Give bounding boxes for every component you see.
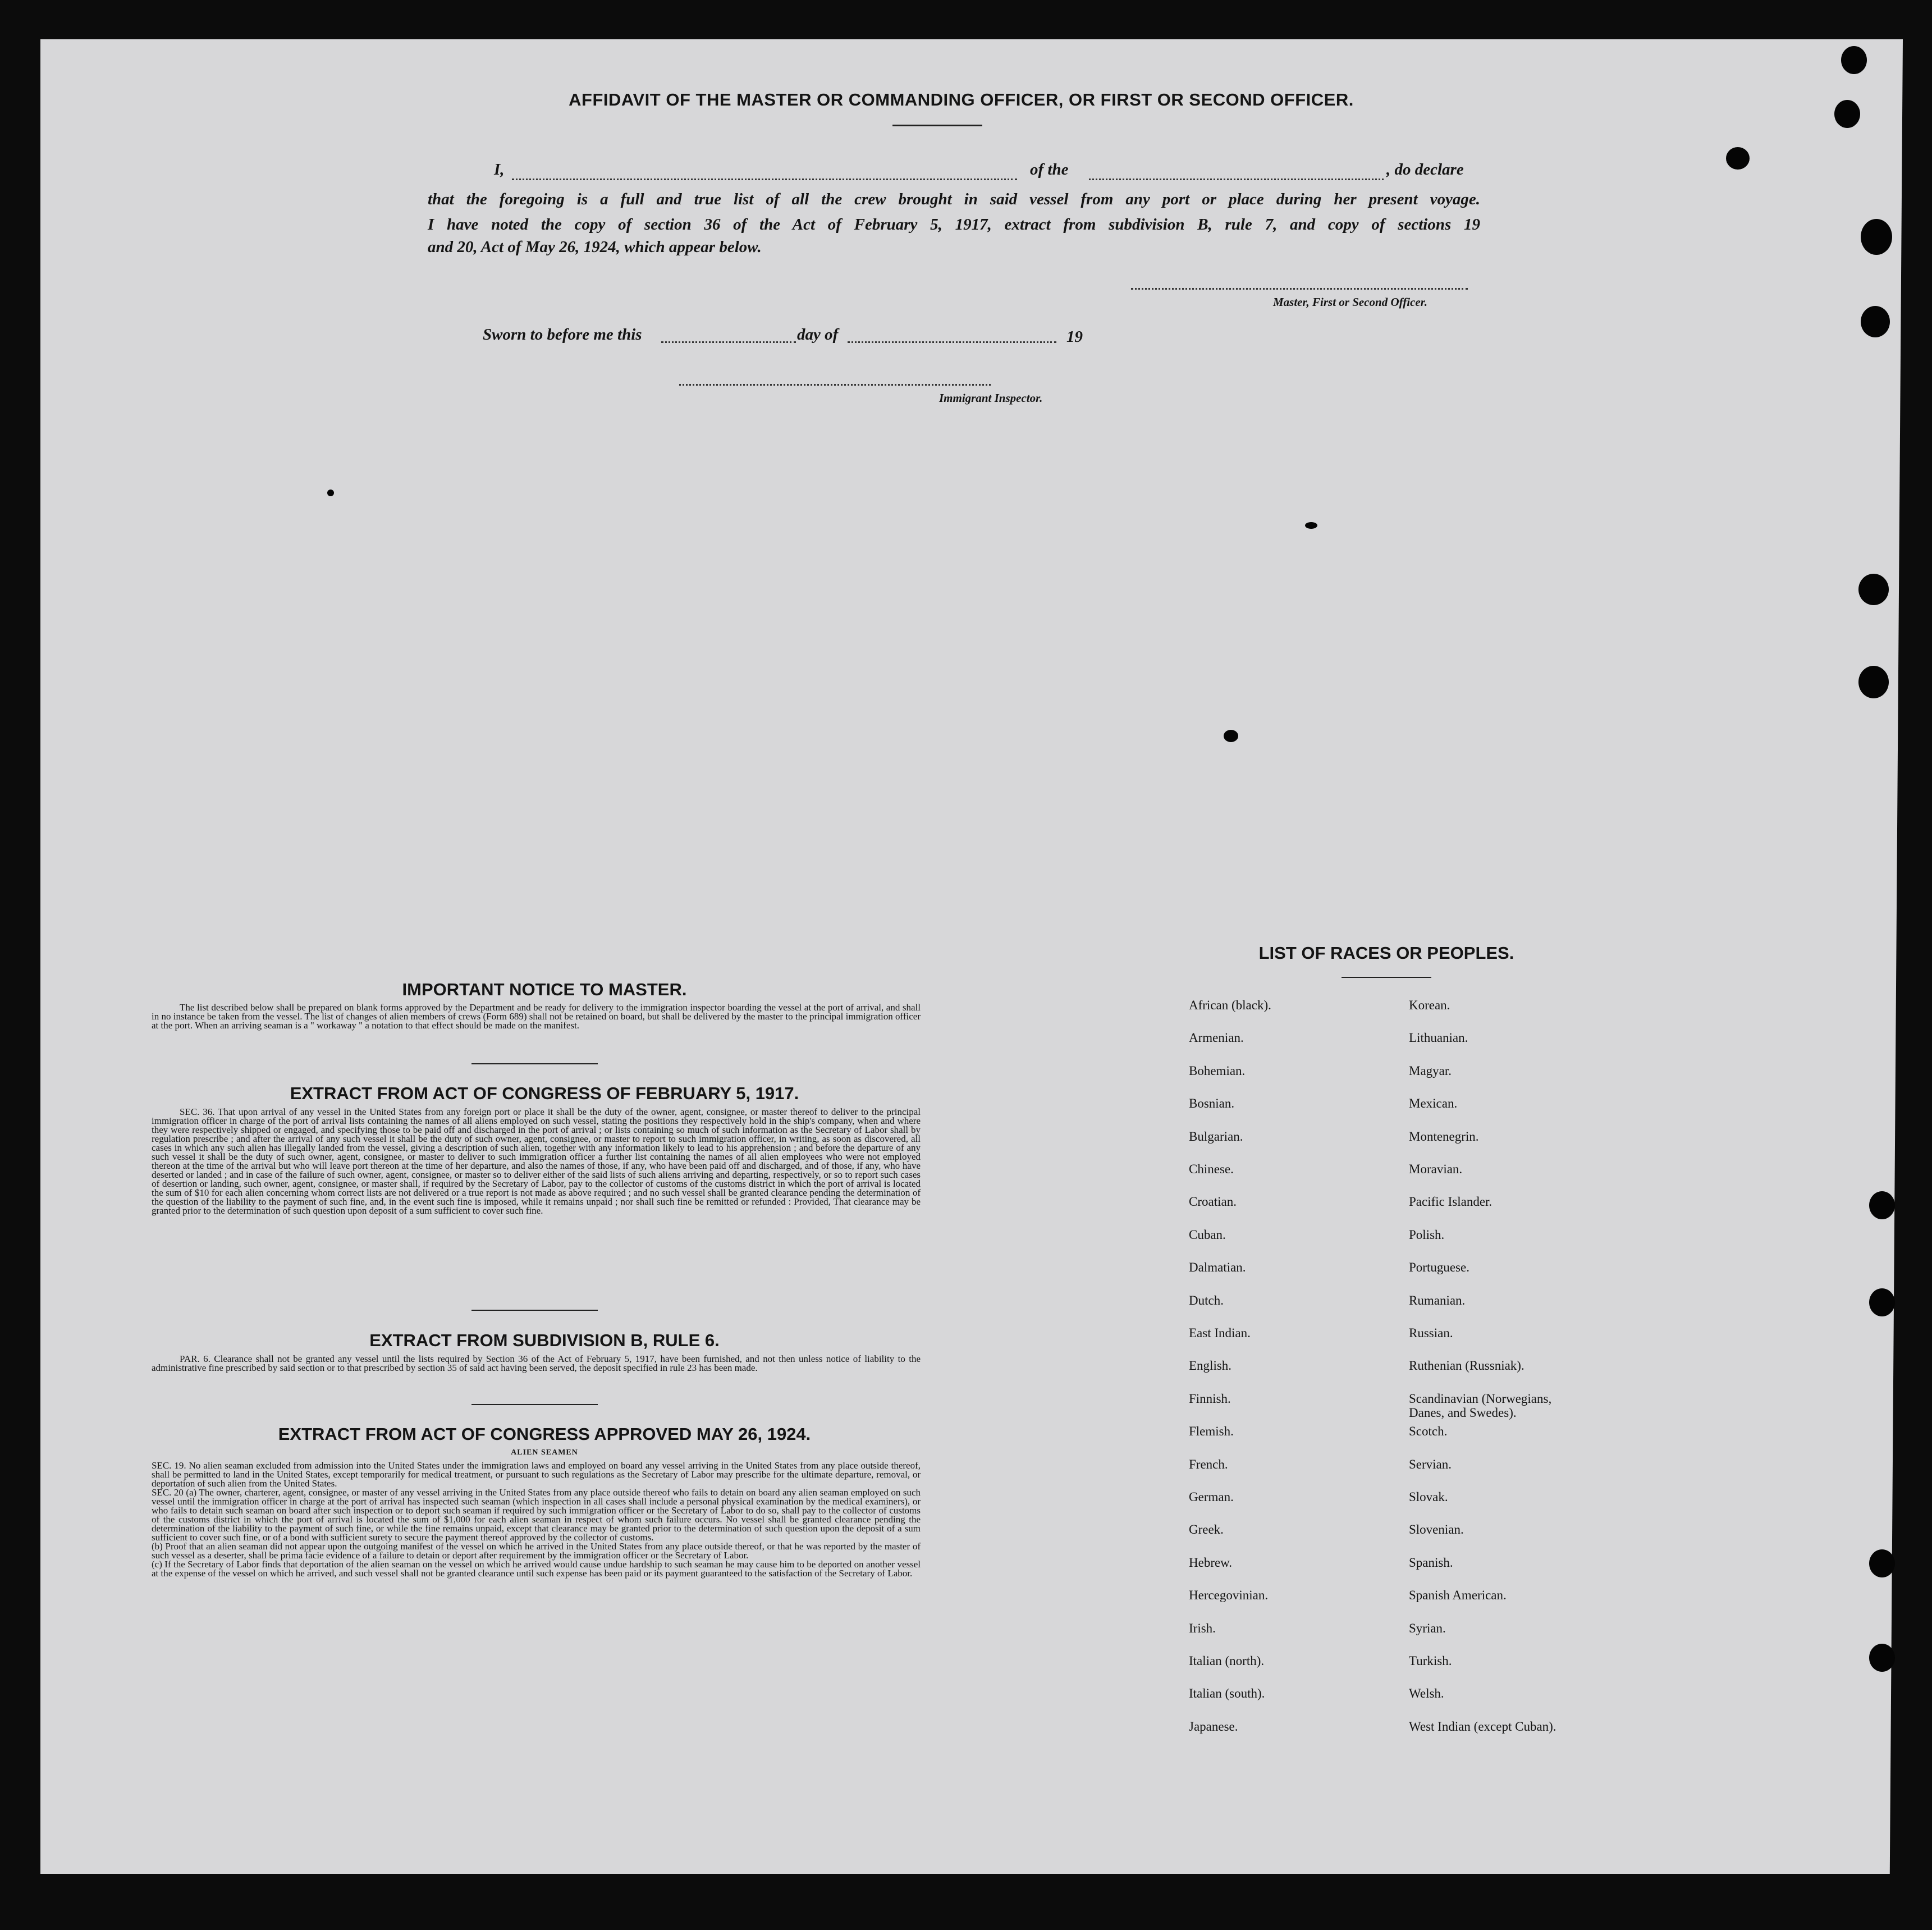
race-item: Italian (north). — [1189, 1654, 1265, 1668]
notice-body: The list described below shall be prepared on blank forms approved by the Department and be ready for delivery to the immigration inspector boarding the vessel at the port of arrival, and shall in no instance be taken from the vessel. The list of changes of alien members of crews (Form 689) shall not be retained on board, but shall be delivered by the master to the principal immigration officer at the port. When an arriving seaman is a " workaway " a notation to that effect should be made on the manifest. — [152, 1002, 921, 1031]
notice-heading: IMPORTANT NOTICE TO MASTER. — [402, 980, 687, 999]
race-item: English. — [1189, 1359, 1232, 1373]
affidavit-line: I have noted the copy of section 36 of the Act of February 5, 1917, extract from subdivision B, rule 7, and copy of sections 19 — [428, 216, 1480, 234]
race-item: Korean. — [1409, 998, 1450, 1012]
race-item: Slovenian. — [1409, 1522, 1464, 1537]
race-item: Bohemian. — [1189, 1063, 1246, 1078]
punch-hole — [1869, 1549, 1895, 1577]
race-item: Mexican. — [1409, 1096, 1458, 1111]
race-item: Montenegrin. — [1409, 1129, 1479, 1144]
ink-dot — [327, 490, 334, 496]
ink-dot — [1224, 730, 1238, 742]
affidavit-line: and 20, Act of May 26, 1924, which appear below. — [428, 238, 762, 256]
inspector-signature-line[interactable] — [679, 384, 991, 386]
sworn-month-line[interactable] — [848, 341, 1056, 343]
race-item: African (black). — [1189, 998, 1271, 1012]
punch-hole — [1861, 219, 1892, 255]
extract-1924-subheading: ALIEN SEAMEN — [511, 1448, 578, 1457]
extract-1917-heading: EXTRACT FROM ACT OF CONGRESS OF FEBRUARY 5, 1917. — [290, 1083, 799, 1103]
punch-hole — [1869, 1288, 1895, 1316]
race-item: Italian (south). — [1189, 1686, 1265, 1701]
race-item: Spanish American. — [1409, 1588, 1507, 1603]
section-divider — [471, 1310, 598, 1311]
race-item: Russian. — [1409, 1326, 1453, 1340]
name-blank-line[interactable] — [512, 179, 1017, 180]
race-item: Polish. — [1409, 1227, 1445, 1242]
extract-1924-heading: EXTRACT FROM ACT OF CONGRESS APPROVED MAY 26, 1924. — [278, 1424, 811, 1444]
vessel-blank-line[interactable] — [1089, 179, 1384, 180]
extract-1924-body: SEC. 19. No alien seaman excluded from admission into the United States under the immigration laws and employed on board any vessel arriving in the United States from any place outside thereof, shall be permitted to land in the United States, except temporarily for medical treatment, or pursuant to such regulations as the Secretary of Labor may prescribe for the ultimate departure, removal, or deportation of such alien from the United States. SEC. 20 (a) The owner, charterer, agent, consignee, or master of any vessel arriving in the United States from any place outside thereof who fails to detain on board any alien seaman employed on such vessel until the immigration officer in charge at the port of arrival has inspected such seaman (which inspection in all cases shall include a personal physical examination by the medical examiners), or who fails to detain such seaman on board after such inspection or to deport such seaman if required by such immigration officer or the Secretary of Labor to do so, shall pay to the collector of customs of the customs district in which the port of arrival is located the sum of $1,000 for each alien seaman in respect of whom such failure occurs. No vessel shall be granted clearance pending the determination of the liability to the payment of such fine, or while the fine remains unpaid, except that clearance may be granted prior to the determination of such question upon the deposit of a sum sufficient to cover such fine, or of a bond with sufficient surety to secure the payment thereof approved by the collector of customs. (b) Proof that an alien seaman did not appear upon the outgoing manifest of the vessel on which he arrived in the United States from any place outside thereof, or that he was reported by the master of such vessel as a deserter, shall be prima facie evidence of a failure to detain or deport after requirement by the immigration officer or the Secretary of Labor. (c) If the Secretary of Labor finds that deportation of the alien seaman on the vessel on which he arrived would cause undue hardship to such seaman he may cause him to be deported on another vessel at the expense of the vessel on which he arrived, and such vessel shall not be granted clearance until such expense has been paid or its payment guaranteed to the satisfaction of the Secretary of Labor. — [152, 1460, 921, 1579]
race-item: Syrian. — [1409, 1621, 1446, 1635]
master-signature-line[interactable] — [1131, 288, 1468, 290]
race-item: East Indian. — [1189, 1326, 1251, 1340]
rule6-body: PAR. 6. Clearance shall not be granted any vessel until the lists required by Section 36 of the Act of February 5, 1917, have been furnished, and not then unless notice of liability to the administrative fine prescribed by said section or to that prescribed by section 35 of said act having been served, the deposit specified in rule 23 has been made. — [152, 1353, 921, 1373]
race-item: Lithuanian. — [1409, 1031, 1468, 1045]
race-item: Greek. — [1189, 1522, 1224, 1537]
race-item: Dalmatian. — [1189, 1260, 1246, 1275]
sworn-day-of: day of — [797, 326, 839, 344]
race-item: Dutch. — [1189, 1293, 1224, 1307]
races-underline — [1342, 977, 1431, 978]
race-item: German. — [1189, 1490, 1234, 1504]
race-item: Armenian. — [1189, 1031, 1244, 1045]
punch-hole — [1834, 100, 1860, 128]
punch-hole — [1869, 1644, 1895, 1672]
punch-hole — [1858, 666, 1889, 698]
race-item: Slovak. — [1409, 1490, 1448, 1504]
race-item: Bulgarian. — [1189, 1129, 1243, 1144]
race-item: Magyar. — [1409, 1063, 1452, 1078]
race-item: French. — [1189, 1457, 1228, 1471]
race-item: Flemish. — [1189, 1424, 1234, 1439]
document-page — [40, 39, 1903, 1874]
master-signature-label: Master, First or Second Officer. — [1273, 295, 1427, 309]
race-item: Hebrew. — [1189, 1555, 1233, 1570]
race-item: Irish. — [1189, 1621, 1216, 1635]
affidavit-line: that the foregoing is a full and true list of all the crew brought in said vessel from any port or place during her present voyage. — [428, 190, 1480, 208]
punch-hole — [1861, 306, 1890, 337]
races-heading: LIST OF RACES OR PEOPLES. — [1258, 943, 1514, 963]
sworn-year: 19 — [1066, 328, 1083, 346]
race-item: Chinese. — [1189, 1162, 1234, 1176]
affidavit-title: AFFIDAVIT OF THE MASTER OR COMMANDING OFFICER, OR FIRST OR SECOND OFFICER. — [569, 90, 1354, 109]
sworn-prefix: Sworn to before me this — [483, 326, 642, 344]
race-item: Moravian. — [1409, 1162, 1463, 1176]
affidavit-text — [428, 187, 1480, 237]
inspector-label: Immigrant Inspector. — [939, 391, 1043, 405]
race-item: Turkish. — [1409, 1654, 1452, 1668]
race-item: Bosnian. — [1189, 1096, 1235, 1111]
title-underline — [892, 125, 982, 126]
race-item: Croatian. — [1189, 1195, 1237, 1209]
rule6-heading: EXTRACT FROM SUBDIVISION B, RULE 6. — [369, 1330, 720, 1350]
sworn-day-line[interactable] — [661, 341, 796, 343]
race-item: West Indian (except Cuban). — [1409, 1719, 1556, 1734]
affidavit-do-declare: , do declare — [1386, 161, 1464, 179]
section-divider — [471, 1063, 598, 1064]
race-item: Servian. — [1409, 1457, 1452, 1471]
ink-blot — [1726, 147, 1750, 170]
race-item: Scotch. — [1409, 1424, 1448, 1439]
race-item: Finnish. — [1189, 1391, 1231, 1406]
race-item: Portuguese. — [1409, 1260, 1469, 1275]
punch-hole — [1841, 46, 1867, 74]
race-item: Spanish. — [1409, 1555, 1453, 1570]
race-item: Pacific Islander. — [1409, 1195, 1493, 1209]
race-item: Cuban. — [1189, 1227, 1226, 1242]
race-item: Ruthenian (Russniak). — [1409, 1359, 1524, 1373]
punch-hole — [1869, 1191, 1895, 1219]
race-item: Japanese. — [1189, 1719, 1238, 1734]
race-item: Welsh. — [1409, 1686, 1444, 1701]
affidavit-i: I, — [494, 161, 505, 179]
race-item: Hercegovinian. — [1189, 1588, 1269, 1603]
ink-dot — [1305, 522, 1317, 529]
race-item: Scandinavian (Norwegians, Danes, and Swedes). — [1409, 1391, 1552, 1420]
section-divider — [471, 1404, 598, 1405]
punch-hole — [1858, 574, 1889, 605]
race-item: Rumanian. — [1409, 1293, 1466, 1307]
extract-1917-body: SEC. 36. That upon arrival of any vessel in the United States from any foreign port or place it shall be the duty of the owner, agent, consignee, or master thereof to deliver to the principal immigration officer in charge of the port of arrival lists containing the names of all aliens employed on such vessel, stating the positions they respectively hold in the ship's company, when and where they were respectively shipped or engaged, and specifying those to be paid off and discharged in the port of arrival ; or lists containing so much of such information as the Secretary of Labor shall by regulation prescribe ; and after the arrival of any such vessel it shall be the duty of such owner, agent, consignee, or master to report to such immigration officer, in writing, as soon as discovered, all cases in which any such alien has illegally landed from the vessel, giving a description of such alien, together with any information likely to lead to his apprehension ; and before the departure of any such vessel it shall be the duty of such owner, agent, consignee, or master to deliver to such immigration officer a further list containing the names of all alien employees who were not employed thereon at the time of the arrival but who will leave port thereon at the time of her departure, and also the names of those, if any, who have been paid off and discharged, and of those, if any, who have deserted or landed ; and in case of the failure of such owner, agent, consignee, or master so to deliver either of the said lists of such aliens arriving and departing, respectively, or so to report such cases of desertion or landing, such owner, agent, consignee, or master shall, if required by the Secretary of Labor, pay to the collector of customs of the customs district in which the port of arrival is located the sum of $10 for each alien concerning whom correct lists are not delivered or a true report is not made as above required ; and no such vessel shall be granted clearance pending the determination of the question of the liability to the payment of such fine, and, in the event such fine is imposed, while it remains unpaid ; nor shall such fine be remitted or refunded : Provided, That clearance may be granted prior to the determination of such question upon deposit of a sum sufficient to cover such fine. — [152, 1106, 921, 1216]
affidavit-of-the: of the — [1030, 161, 1069, 179]
